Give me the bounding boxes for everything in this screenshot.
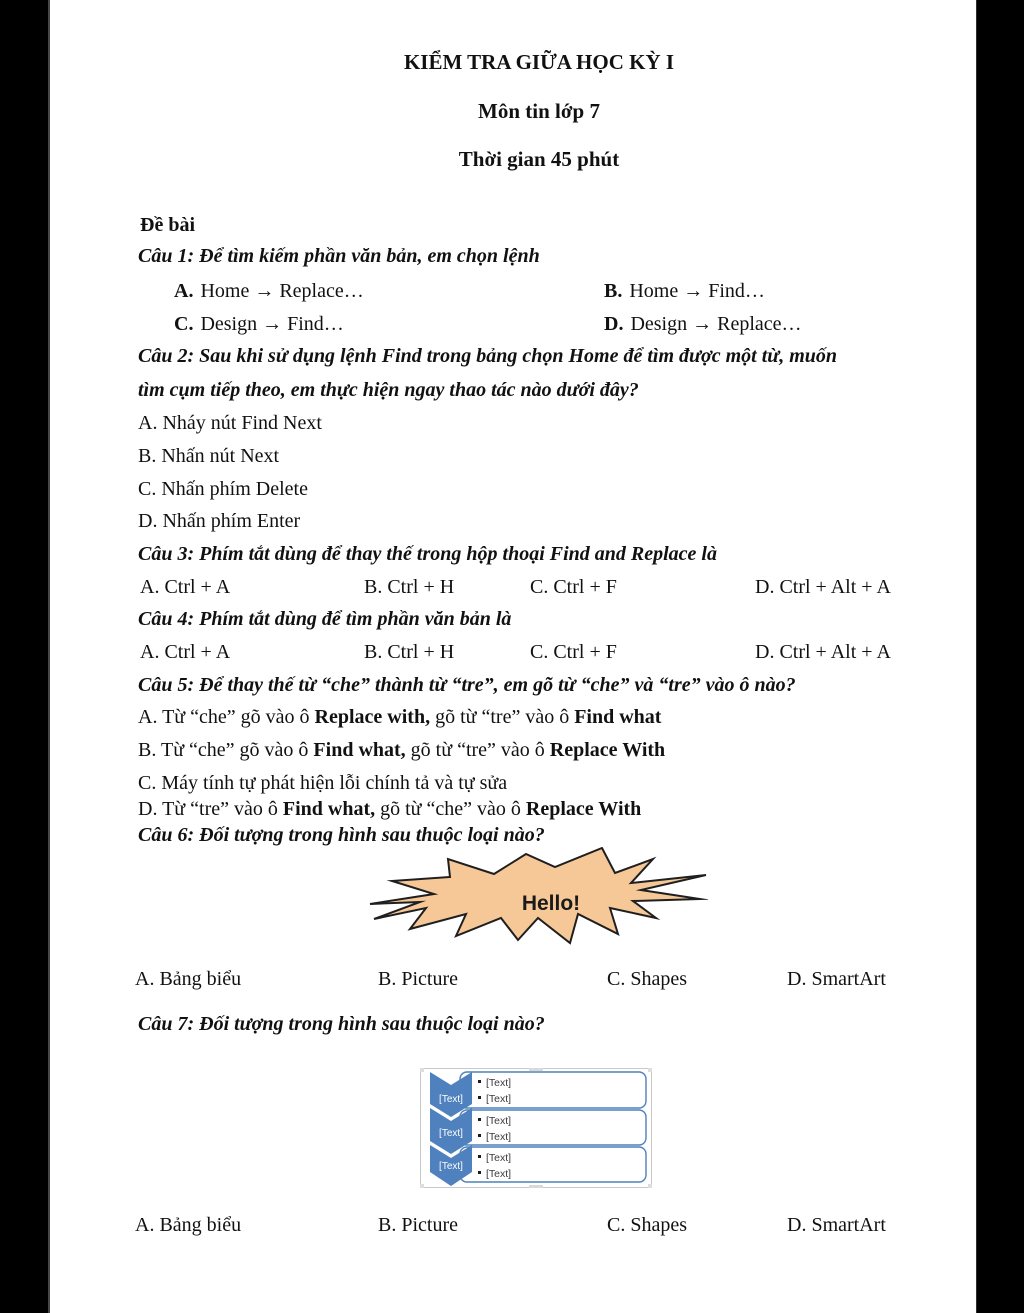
- page-title: KIỂM TRA GIỮA HỌC KỲ I: [403, 50, 675, 74]
- explosion-shape-image: [368, 847, 708, 949]
- smartart-graphic-image: [420, 1068, 652, 1188]
- q4-option-c: C. Ctrl + F: [530, 641, 617, 663]
- q7-option-b: B. Picture: [378, 1214, 458, 1236]
- q3-option-d: D. Ctrl + Alt + A: [755, 576, 891, 598]
- question-5-heading: Câu 5: Để thay thế từ “che” thành từ “tre”, em gõ từ “che” và “tre” vào ô nào?: [138, 674, 796, 696]
- q6-option-d: D. SmartArt: [787, 968, 886, 990]
- question-6-heading: Câu 6: Đối tượng trong hình sau thuộc loại nào?: [138, 824, 545, 846]
- bullet-item-2a: [Text]: [486, 1115, 512, 1127]
- q7-option-a: A. Bảng biểu: [135, 1214, 242, 1236]
- question-6-options-row: [50, 968, 979, 994]
- q7-option-d: D. SmartArt: [787, 1214, 886, 1236]
- q6-option-a: A. Bảng biểu: [135, 968, 242, 990]
- q4-option-d: D. Ctrl + Alt + A: [755, 641, 891, 663]
- section-label: Đề bài: [140, 214, 195, 236]
- question-1-options-row-1: [50, 280, 979, 306]
- question-2-heading-line-1: Câu 2: Sau khi sử dụng lệnh Find trong bảng chọn Home để tìm được một từ, muốn: [138, 345, 838, 367]
- bullet-dot: [478, 1155, 481, 1158]
- question-3-options-row: [50, 576, 979, 602]
- q2-option-d: D. Nhấn phím Enter: [138, 510, 301, 532]
- resize-handle-bottom-left: [420, 1184, 424, 1188]
- q2-option-b: B. Nhấn nút Next: [138, 445, 280, 467]
- bullet-item-2b: [Text]: [486, 1131, 512, 1143]
- question-2-heading-line-2: tìm cụm tiếp theo, em thực hiện ngay thao tác nào dưới đây?: [138, 379, 639, 401]
- question-7-heading: Câu 7: Đối tượng trong hình sau thuộc loại nào?: [138, 1013, 545, 1035]
- bullet-dot: [478, 1080, 481, 1083]
- bullet-dot: [478, 1096, 481, 1099]
- bullet-dot: [478, 1134, 481, 1137]
- bullet-item-3a: [Text]: [486, 1152, 512, 1164]
- subject-line: Môn tin lớp 7: [478, 99, 600, 123]
- question-3-heading: Câu 3: Phím tắt dùng để thay thế trong hộp thoại Find and Replace là: [138, 543, 717, 565]
- duration-line: Thời gian 45 phút: [458, 147, 620, 171]
- bullet-dot: [478, 1171, 481, 1174]
- chevron-label-2: [Text]: [439, 1128, 463, 1139]
- resize-handle-bottom: [529, 1185, 543, 1188]
- bullet-item-3b: [Text]: [486, 1168, 512, 1180]
- chevron-label-3: [Text]: [439, 1161, 463, 1172]
- q1-option-b: B. Home → Find…: [604, 280, 765, 302]
- bullet-dot: [478, 1118, 481, 1121]
- q5-option-a: A. Từ “che” gõ vào ô Replace with, gõ từ “tre” vào ô Find what: [138, 706, 662, 728]
- resize-handle-top-left: [420, 1068, 424, 1072]
- question-1-heading: Câu 1: Để tìm kiếm phần văn bản, em chọn lệnh: [138, 245, 540, 267]
- bullet-item-1a: [Text]: [486, 1077, 512, 1089]
- q3-option-c: C. Ctrl + F: [530, 576, 617, 598]
- question-4-options-row: [50, 641, 979, 667]
- resize-handle-top: [529, 1068, 543, 1071]
- q1-option-c: C. Design → Find…: [174, 313, 344, 335]
- q6-option-c: C. Shapes: [607, 968, 687, 990]
- question-4-heading: Câu 4: Phím tắt dùng để tìm phần văn bản là: [138, 608, 512, 630]
- q5-option-b: B. Từ “che” gõ vào ô Find what, gõ từ “tre” vào ô Replace With: [138, 739, 666, 761]
- q5-option-d: D. Từ “tre” vào ô Find what, gõ từ “che” vào ô Replace With: [138, 798, 642, 820]
- question-1-options-row-2: [50, 313, 979, 339]
- q3-option-b: B. Ctrl + H: [364, 576, 455, 598]
- q5-option-c: C. Máy tính tự phát hiện lỗi chính tả và tự sửa: [138, 772, 508, 794]
- question-7-options-row: [50, 1214, 979, 1240]
- q4-option-a: A. Ctrl + A: [140, 641, 231, 663]
- q2-option-a: A. Nháy nút Find Next: [138, 412, 322, 434]
- resize-handle-top-right: [648, 1068, 652, 1072]
- q6-option-b: B. Picture: [378, 968, 458, 990]
- q1-option-d: D. Design → Replace…: [604, 313, 802, 335]
- chevron-label-1: [Text]: [439, 1094, 463, 1105]
- q1-option-a: A. Home → Replace…: [174, 280, 364, 302]
- document-paper: [48, 0, 977, 1313]
- q4-option-b: B. Ctrl + H: [364, 641, 455, 663]
- q3-option-a: A. Ctrl + A: [140, 576, 231, 598]
- resize-handle-bottom-right: [648, 1184, 652, 1188]
- explosion-shape-label: Hello!: [521, 892, 581, 915]
- q7-option-c: C. Shapes: [607, 1214, 687, 1236]
- q2-option-c: C. Nhấn phím Delete: [138, 478, 308, 500]
- bullet-item-1b: [Text]: [486, 1093, 512, 1105]
